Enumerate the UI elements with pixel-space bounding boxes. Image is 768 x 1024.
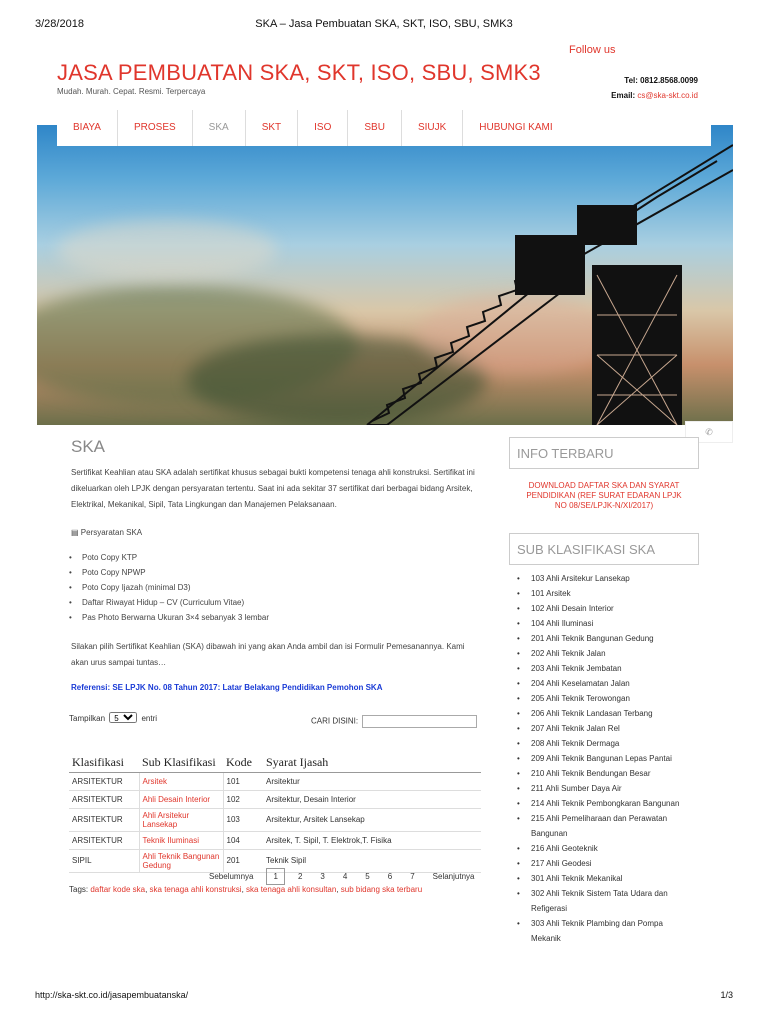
list-item: • Pas Photo Berwarna Ukuran 3×4 sebanyak 3 lembar: [79, 610, 269, 625]
sidebar-item[interactable]: • 208 Ahli Teknik Dermaga: [531, 736, 691, 751]
entries-label: entri: [141, 714, 158, 723]
sidebar-item[interactable]: • 102 Ahli Desain Interior: [531, 601, 691, 616]
sub-klasifikasi-list: [509, 571, 691, 946]
table-row: [69, 808, 481, 831]
pager-page[interactable]: 6: [387, 872, 393, 881]
tel-label: Tel:: [624, 76, 638, 85]
cell-syarat: Arsitek, T. Sipil, T. Elektrok,T. Fisika: [263, 831, 481, 849]
col-sub-klasifikasi[interactable]: Sub Klasifikasi: [139, 736, 223, 772]
table-row: [69, 831, 481, 849]
cell-kode: 102: [223, 790, 263, 808]
hero-crane-image: [37, 125, 733, 425]
table-search: [311, 715, 477, 728]
sidebar-item[interactable]: • 303 Ahli Teknik Plambing dan Pompa Mekanik: [531, 916, 691, 946]
pagination: [200, 868, 483, 885]
entries-length-control: [69, 712, 157, 723]
nav-skt[interactable]: SKT: [246, 110, 298, 146]
nav-proses[interactable]: PROSES: [118, 110, 193, 146]
sidebar-item[interactable]: • 201 Ahli Teknik Bangunan Gedung: [531, 631, 691, 646]
intro-paragraph: Sertifikat Keahlian atau SKA adalah sertifikat khusus sebagai bukti kompetensi tenaga ahli konstruksi. Sertifikat ini dikeluarkan oleh LPJK dengan persyaratan tertentu. Saat ini ada sekitar 37 sertifikat dari berbagai bidang Arsitek, Elektrikal, Mekanikal, Sipil, Tata Lingkungan dan Manajemen Pelaksanaan.: [71, 468, 475, 509]
list-item: • Poto Copy NPWP: [79, 565, 269, 580]
list-item: • Daftar Riwayat Hidup – CV (Curriculum Vitae): [79, 595, 269, 610]
site-title[interactable]: JASA PEMBUATAN SKA, SKT, ISO, SBU, SMK3: [57, 60, 541, 85]
sidebar-item[interactable]: • 203 Ahli Teknik Jembatan: [531, 661, 691, 676]
cell-klasifikasi: ARSITEKTUR: [69, 772, 139, 790]
requirements-heading-text: Persyaratan SKA: [80, 528, 143, 537]
sidebar-item[interactable]: • 302 Ahli Teknik Sistem Tata Udara dan Refigerasi: [531, 886, 691, 916]
pager-page[interactable]: 2: [297, 872, 303, 881]
entries-select[interactable]: [109, 712, 137, 723]
col-kode[interactable]: Kode: [223, 736, 263, 772]
table-header-row: [69, 736, 481, 772]
whatsapp-icon[interactable]: ✆: [685, 421, 733, 443]
sidebar-item[interactable]: • 301 Ahli Teknik Mekanikal: [531, 871, 691, 886]
sidebar-item[interactable]: • 202 Ahli Teknik Jalan: [531, 646, 691, 661]
list-item: • Poto Copy KTP: [79, 550, 269, 565]
sidebar-item[interactable]: • 209 Ahli Teknik Bangunan Lepas Pantai: [531, 751, 691, 766]
pager-page[interactable]: 5: [365, 872, 370, 881]
col-klasifikasi[interactable]: Klasifikasi: [69, 736, 139, 772]
cell-sub-klasifikasi-link[interactable]: Ahli Desain Interior: [139, 790, 223, 808]
cell-klasifikasi: SIPIL: [69, 849, 139, 872]
nav-ska[interactable]: SKA: [193, 110, 246, 146]
pager-page[interactable]: 3: [320, 872, 325, 881]
page-title: SKA: [71, 437, 106, 456]
ska-table: [69, 736, 481, 873]
cell-sub-klasifikasi-link[interactable]: Arsitek: [139, 772, 223, 790]
sidebar-item[interactable]: • 214 Ahli Teknik Pembongkaran Bangunan: [531, 796, 691, 811]
sidebar-item[interactable]: • 204 Ahli Keselamatan Jalan: [531, 676, 691, 691]
list-icon: ▤: [71, 528, 81, 537]
nav-iso[interactable]: ISO: [298, 110, 348, 146]
sidebar-item[interactable]: • 101 Arsitek: [531, 586, 691, 601]
col-syarat-ijasah[interactable]: Syarat Ijasah: [263, 736, 481, 772]
site-tagline: Mudah. Murah. Cepat. Resmi. Terpercaya: [57, 87, 206, 96]
cell-sub-klasifikasi-link[interactable]: Teknik Iluminasi: [139, 831, 223, 849]
sidebar: [509, 437, 699, 946]
print-header: [0, 0, 768, 40]
cell-syarat: Arsitektur: [263, 772, 481, 790]
cell-syarat: Arsitektur, Arsitek Lansekap: [263, 808, 481, 831]
print-date: 3/28/2018: [35, 18, 84, 30]
requirements-heading: [71, 528, 142, 537]
print-title: SKA – Jasa Pembuatan SKA, SKT, ISO, SBU, SMK3: [255, 18, 513, 30]
table-row: [69, 790, 481, 808]
table-row: [69, 772, 481, 790]
main-nav: [57, 110, 711, 146]
sidebar-item[interactable]: • 216 Ahli Geoteknik: [531, 841, 691, 856]
sidebar-item[interactable]: • 206 Ahli Teknik Landasan Terbang: [531, 706, 691, 721]
search-label: CARI DISINI:: [311, 716, 359, 726]
tag-link[interactable]: ska tenaga ahli konsultan: [246, 885, 337, 894]
cell-klasifikasi: ARSITEKTUR: [69, 831, 139, 849]
tel-value: 0812.8568.0099: [640, 76, 698, 85]
sidebar-item[interactable]: • 103 Ahli Arsitekur Lansekap: [531, 571, 691, 586]
requirements-list: [79, 550, 269, 625]
cell-kode: 103: [223, 808, 263, 831]
sidebar-item[interactable]: • 217 Ahli Geodesi: [531, 856, 691, 871]
nav-siujk[interactable]: SIUJK: [402, 110, 463, 146]
cell-kode: 101: [223, 772, 263, 790]
tags-row: Tags: daftar kode ska, ska tenaga ahli konstruksi, ska tenaga ahli konsultan, sub bidang ska terbaru: [69, 885, 423, 894]
show-label: Tampilkan: [69, 714, 106, 723]
print-url: http://ska-skt.co.id/jasapembuatanska/: [35, 990, 189, 1000]
tag-link[interactable]: ska tenaga ahli konstruksi: [149, 885, 242, 894]
info-terbaru-title: INFO TERBARU: [509, 437, 699, 469]
cell-kode: 104: [223, 831, 263, 849]
nav-hubungi-kami[interactable]: HUBUNGI KAMI: [479, 122, 553, 133]
cell-klasifikasi: ARSITEKTUR: [69, 790, 139, 808]
choose-paragraph: Silakan pilih Sertifikat Keahlian (SKA) dibawah ini yang akan Anda ambil dan isi Formulir Pemesanannya. Kami akan urus sampai tuntas…: [71, 642, 465, 667]
follow-us-label: Follow us: [569, 44, 616, 56]
sidebar-item[interactable]: • 210 Ahli Teknik Bendungan Besar: [531, 766, 691, 781]
sidebar-item[interactable]: • 207 Ahli Teknik Jalan Rel: [531, 721, 691, 736]
pager-page[interactable]: 7: [410, 872, 415, 881]
pager-prev[interactable]: Sebelumnya: [209, 872, 254, 881]
email-label: Email:: [611, 91, 636, 100]
cell-syarat: Arsitektur, Desain Interior: [263, 790, 481, 808]
cell-syarat: Teknik Sipil: [263, 849, 481, 872]
sub-klasifikasi-title: SUB KLASIFIKASI SKA: [509, 533, 699, 565]
contact-info: [611, 73, 698, 103]
list-item: • Poto Copy Ijazah (minimal D3): [79, 580, 269, 595]
cell-sub-klasifikasi-link[interactable]: Ahli Teknik Bangunan Gedung: [139, 849, 223, 872]
reference-link[interactable]: Referensi: SE LPJK No. 08 Tahun 2017: Latar Belakang Pendidikan Pemohon SKA: [71, 683, 383, 692]
sidebar-item[interactable]: • 211 Ahli Sumber Daya Air: [531, 781, 691, 796]
nav-biaya[interactable]: BIAYA: [57, 110, 118, 146]
pager-page[interactable]: 4: [342, 872, 348, 881]
crane-silhouette: [37, 125, 733, 425]
print-page-number: 1/3: [720, 990, 733, 1000]
cell-sub-klasifikasi-link[interactable]: Ahli Arsitekur Lansekap: [139, 808, 223, 831]
nav-sbu[interactable]: SBU: [348, 110, 402, 146]
sidebar-item[interactable]: • 104 Ahli Iluminasi: [531, 616, 691, 631]
search-input[interactable]: [362, 715, 477, 728]
tag-link[interactable]: daftar kode ska: [90, 885, 146, 894]
download-link[interactable]: DOWNLOAD DAFTAR SKA DAN SYARAT PENDIDIKAN (REF SURAT EDARAN LPJK NO 08/SE/LPJK-N/XI/2017): [526, 481, 682, 510]
content-area: [57, 425, 734, 985]
tags-label: Tags:: [69, 885, 89, 894]
tag-link[interactable]: sub bidang ska terbaru: [340, 885, 423, 894]
pager-page-current[interactable]: 1: [266, 868, 284, 885]
cell-kode: 201: [223, 849, 263, 872]
email-link[interactable]: cs@ska-skt.co.id: [637, 91, 698, 100]
sidebar-item[interactable]: • 215 Ahli Pemeliharaan dan Perawatan Bangunan: [531, 811, 691, 841]
sidebar-item[interactable]: • 205 Ahli Teknik Terowongan: [531, 691, 691, 706]
pager-next[interactable]: Selanjutnya: [432, 872, 475, 881]
cell-klasifikasi: ARSITEKTUR: [69, 808, 139, 831]
